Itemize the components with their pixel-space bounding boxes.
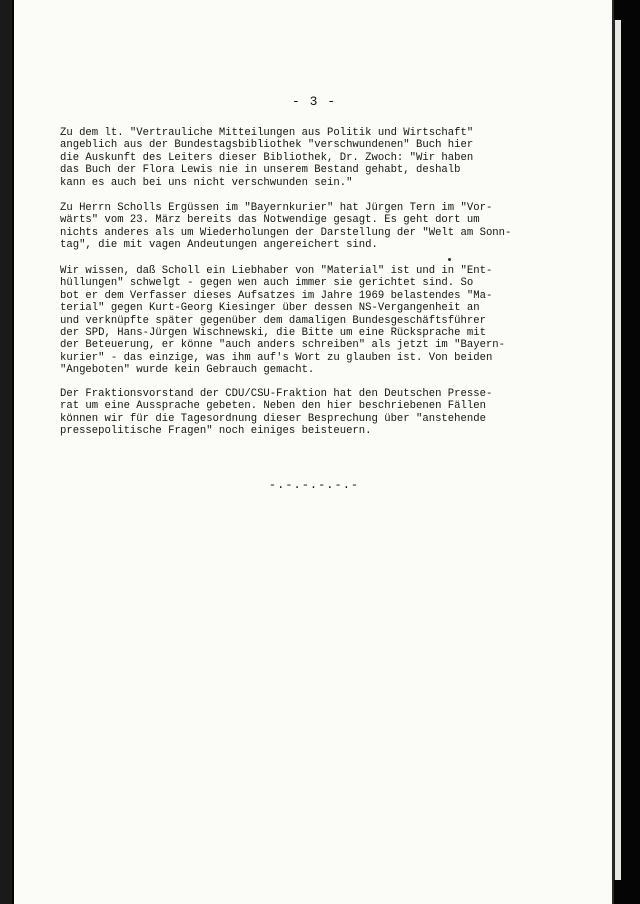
paragraph-line: terial" gegen Kurt-Georg Kiesinger über dessen NS-Vergangenheit an (60, 302, 480, 315)
paragraph-line: das Buch der Flora Lewis nie in unserem Bestand gehabt, deshalb (60, 164, 461, 177)
paragraph-line: pressepolitische Fragen" noch einiges beisteuern. (60, 425, 372, 438)
paragraph-line: kurier" - das einzige, was ihm auf's Wort zu glauben ist. Von beiden (60, 351, 493, 364)
paragraph-line: hüllungen" schwelgt - gegen wen auch immer sie gerichtet sind. So (60, 277, 474, 290)
paragraph-line: "Angeboten" wurde kein Gebrauch gemacht. (60, 364, 315, 377)
paragraph-1 (60, 127, 580, 189)
paragraph-line: rat um eine Aussprache gebeten. Neben den hier beschriebenen Fällen (60, 400, 486, 413)
paragraph-3 (60, 265, 580, 377)
paragraph-line: der SPD, Hans-Jürgen Wischnewski, die Bitte um eine Rücksprache mit (60, 327, 486, 340)
paragraph-line: Zu Herrn Scholls Ergüssen im "Bayernkurier" hat Jürgen Tern im "Vor- (60, 202, 493, 214)
paragraph-line: angeblich aus der Bundestagsbibliothek "verschwundenen" Buch hier (60, 139, 474, 152)
paragraph-line: können wir für die Tagesordnung dieser Besprechung über "anstehende (60, 412, 486, 425)
document-page (14, 0, 614, 904)
scan-border-left (0, 0, 12, 904)
paragraph-line: und verknüpfte später gegenüber dem damaligen Bundesgeschäftsführer (60, 314, 486, 327)
page-number: - 3 - (291, 94, 336, 109)
paragraph-line: Der Fraktionsvorstand der CDU/CSU-Fraktion hat den Deutschen Presse- (60, 388, 493, 400)
paragraph-line: Zu dem lt. "Vertrauliche Mitteilungen aus Politik und Wirtschaft" (60, 127, 474, 139)
paragraph-line: Wir wissen, daß Scholl ein Liebhaber von "Material" ist und in "Ent- (60, 265, 493, 277)
paragraph-line: bot er dem Verfasser dieses Aufsatzes im Jahre 1969 belastendes "Ma- (60, 289, 493, 302)
page-edge-shadow (614, 20, 621, 880)
paragraph-2 (60, 202, 580, 252)
paragraph-line: wärts" vom 23. März bereits das Notwendige gesagt. Es geht dort um (60, 214, 480, 227)
paragraph-line: tag", die mit vagen Andeutungen angereichert sind. (60, 239, 378, 252)
paragraph-line: kann es auch bei uns nicht verschwunden sein." (60, 176, 353, 189)
paragraph-4 (60, 388, 580, 438)
paragraph-line: die Auskunft des Leiters dieser Bibliothek, Dr. Zwoch: "Wir haben (60, 151, 474, 164)
paragraph-line: nichts anderes als um Wiederholungen der Darstellung der "Welt am Sonn- (60, 226, 512, 239)
end-separator: -.-.-.-.-.- (268, 478, 360, 492)
paragraph-line: der Beteuerung, er könne "auch anders schreiben" als jetzt im "Bayern- (60, 339, 506, 352)
scan-speck (448, 258, 451, 261)
